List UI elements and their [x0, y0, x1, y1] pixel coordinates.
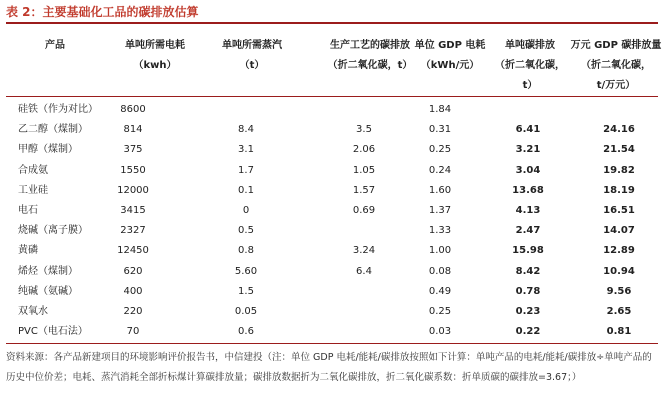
cell-electricity: 3415 [120, 205, 146, 216]
table-row [6, 141, 658, 159]
cell-gdp-emission: 10.94 [603, 265, 635, 277]
cell-gdp-emission: 0.81 [606, 326, 632, 338]
cell-ton-emission: 3.21 [515, 144, 541, 156]
cell-gdp-electricity: 1.37 [428, 205, 452, 216]
cell-gdp-electricity: 1.33 [428, 225, 452, 237]
cell-electricity: 12450 [117, 245, 149, 257]
cell-process-emission: 1.05 [352, 164, 376, 176]
table-row [6, 101, 658, 119]
cell-electricity: 814 [123, 124, 143, 136]
cell-product: 烧碱（离子膜） [18, 225, 88, 237]
cell-gdp-electricity: 0.24 [428, 164, 452, 176]
table-row [6, 222, 658, 240]
cell-steam: 0.8 [238, 245, 254, 257]
cell-gdp-emission: 21.54 [603, 144, 635, 156]
header-electricity-line2: （kwh） [133, 60, 177, 71]
header-steam-line1: 单吨所需蒸汽 [222, 40, 282, 51]
cell-ton-emission: 3.04 [515, 164, 541, 176]
cell-product: 纯碱（氨碱） [18, 285, 78, 297]
header-electricity-line1: 单吨所需电耗 [125, 40, 185, 51]
cell-gdp-electricity: 0.25 [428, 306, 452, 317]
header-steam-line2: （t） [239, 60, 265, 71]
table-row [6, 162, 658, 180]
header-process-line1: 生产工艺的碳排放 [330, 40, 410, 51]
table-row [6, 303, 658, 321]
cell-product: 工业硅 [18, 184, 48, 196]
cell-gdp-electricity: 1.84 [428, 104, 452, 115]
cell-gdp-emission: 24.16 [603, 124, 635, 136]
cell-ton-emission: 0.78 [515, 285, 541, 297]
cell-gdp-electricity: 0.03 [428, 326, 452, 338]
cell-steam: 5.60 [234, 265, 258, 277]
top-rule [6, 22, 658, 24]
table-title: 表 2：主要基础化工品的碳排放估算 [6, 5, 199, 19]
cell-gdp-emission: 12.89 [603, 245, 635, 257]
header-gdp-emi-line3: t/万元） [596, 80, 636, 91]
table-row [6, 182, 658, 200]
cell-electricity: 8600 [120, 104, 146, 115]
table-row [6, 242, 658, 260]
cell-gdp-electricity: 0.49 [428, 285, 452, 297]
cell-ton-emission: 4.13 [515, 205, 541, 216]
cell-electricity: 2327 [120, 225, 146, 237]
cell-product: 烯烃（煤制） [18, 265, 78, 277]
cell-product: 乙二醇（煤制） [18, 124, 88, 136]
header-product-line1: 产品 [45, 40, 65, 51]
cell-steam: 1.5 [238, 285, 254, 297]
cell-electricity: 220 [123, 306, 143, 317]
header-gdp-emission [568, 36, 664, 96]
cell-ton-emission: 13.68 [512, 184, 544, 196]
cell-gdp-emission: 9.56 [606, 285, 632, 297]
header-rule [6, 96, 658, 97]
cell-steam: 0 [242, 205, 250, 216]
cell-steam: 8.4 [238, 124, 254, 136]
cell-process-emission: 2.06 [352, 144, 376, 156]
cell-gdp-electricity: 0.31 [428, 124, 452, 136]
cell-product: 电石 [18, 205, 38, 216]
header-steam [202, 36, 302, 76]
cell-product: 黄磷 [18, 245, 38, 257]
header-gdp-elec-line2: （kWh/元） [420, 60, 480, 71]
cell-steam: 1.7 [238, 164, 254, 176]
header-gdp-elec-line1: 单位 GDP 电耗 [414, 40, 486, 51]
header-ton-line1: 单吨碳排放 [505, 40, 555, 51]
bottom-rule [6, 343, 658, 344]
cell-process-emission: 0.69 [352, 205, 376, 216]
table-row [6, 263, 658, 281]
cell-ton-emission: 15.98 [512, 245, 544, 257]
header-ton-line3: t） [522, 80, 538, 91]
cell-gdp-electricity: 0.25 [428, 144, 452, 156]
cell-process-emission: 6.4 [356, 265, 372, 277]
cell-gdp-emission: 16.51 [603, 205, 635, 216]
cell-ton-emission: 6.41 [515, 124, 541, 136]
table-row [6, 283, 658, 301]
cell-steam: 0.1 [238, 184, 254, 196]
table-row [6, 121, 658, 139]
cell-process-emission: 3.24 [352, 245, 376, 257]
cell-gdp-emission: 2.65 [606, 306, 632, 317]
cell-product: 合成氨 [18, 164, 48, 176]
cell-gdp-emission: 14.07 [603, 225, 635, 237]
cell-steam: 0.6 [238, 326, 254, 338]
cell-product: 双氧水 [18, 306, 48, 317]
cell-gdp-electricity: 0.08 [428, 265, 452, 277]
cell-ton-emission: 0.23 [515, 306, 541, 317]
header-gdp-emi-line2: （折二氧化碳， [581, 60, 651, 71]
cell-ton-emission: 2.47 [515, 225, 541, 237]
header-gdp-emi-line1: 万元 GDP 碳排放量 [570, 40, 662, 51]
header-ton-line2: （折二氧化碳， [495, 60, 565, 71]
cell-gdp-electricity: 1.00 [428, 245, 452, 257]
cell-steam: 3.1 [238, 144, 254, 156]
cell-product: 硅铁（作为对比） [18, 104, 98, 115]
cell-gdp-emission: 19.82 [603, 164, 635, 176]
cell-electricity: 620 [123, 265, 143, 277]
cell-product: PVC（电石法） [18, 326, 88, 338]
cell-process-emission: 1.57 [352, 184, 376, 196]
cell-steam: 0.05 [234, 306, 258, 317]
cell-ton-emission: 0.22 [515, 326, 541, 338]
cell-electricity: 375 [123, 144, 143, 156]
cell-product: 甲醇（煤制） [18, 144, 78, 156]
cell-electricity: 1550 [120, 164, 146, 176]
source-note: 资料来源：各产品新建项目的环境影响评价报告书，中信建投（注：单位 GDP 电耗/能耗/碳排放按照如下计算：单吨产品的电耗/能耗/碳排放÷单吨产品的历史中位价差；电耗、蒸汽消耗全部折标煤计算碳排放量；碳排放数据折为二氧化碳排放，折二氧化碳系数：折单质碳的碳排放=3.67；） [6, 352, 652, 383]
cell-process-emission: 3.5 [356, 124, 372, 136]
header-ton-emission [480, 36, 580, 96]
cell-electricity: 400 [123, 285, 143, 297]
cell-electricity: 70 [126, 326, 140, 338]
header-product [20, 36, 90, 56]
cell-gdp-electricity: 1.60 [428, 184, 452, 196]
header-electricity [100, 36, 210, 76]
cell-gdp-emission: 18.19 [603, 184, 635, 196]
cell-steam: 0.5 [238, 225, 254, 237]
cell-ton-emission: 8.42 [515, 265, 541, 277]
table-row [6, 323, 658, 341]
table-row [6, 202, 658, 220]
cell-electricity: 12000 [117, 184, 149, 196]
header-process-line2: （折二氧化碳，t） [327, 60, 413, 71]
